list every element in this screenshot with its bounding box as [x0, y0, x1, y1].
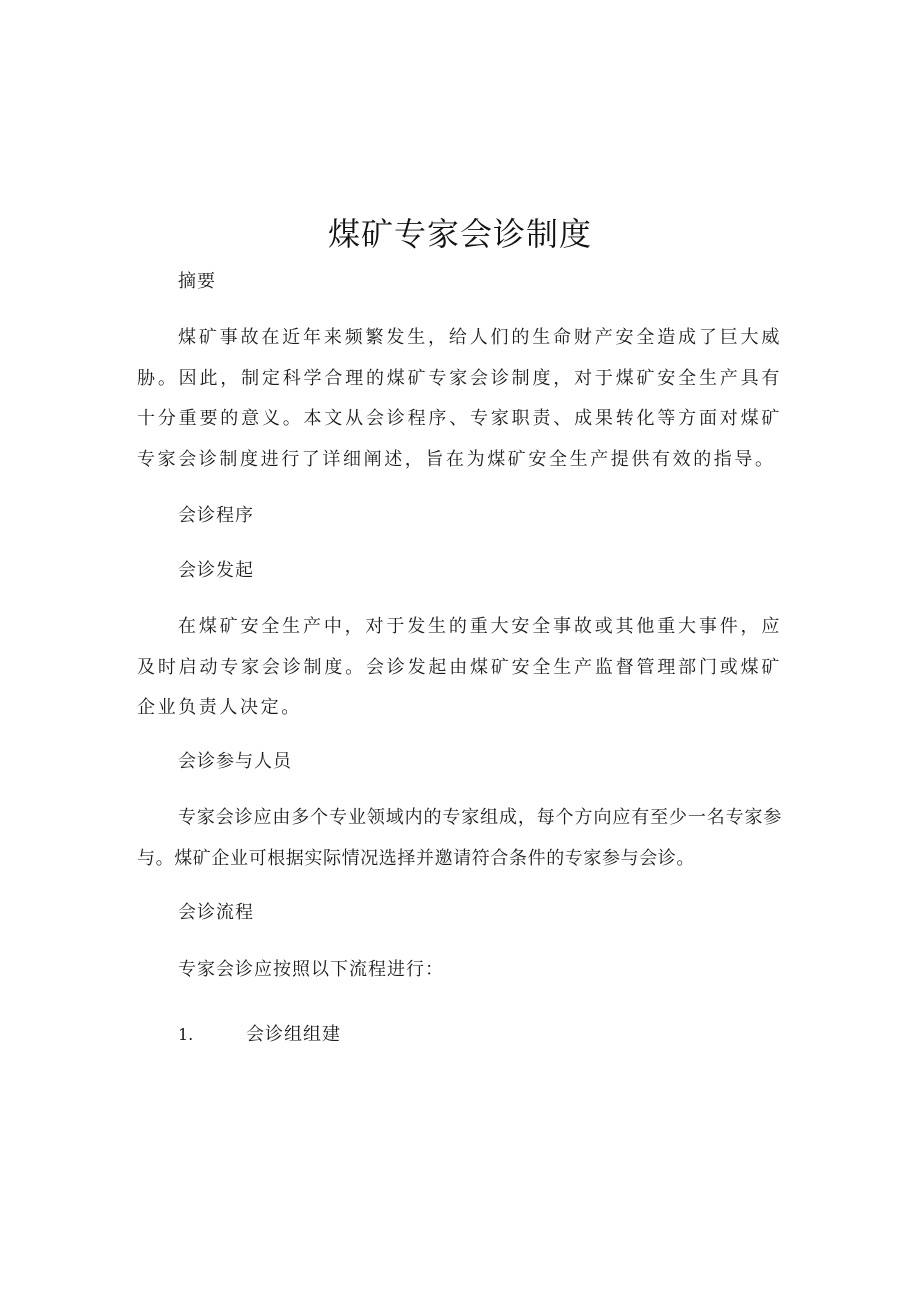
procedure-heading: 会诊程序 [178, 505, 254, 526]
flow-intro: 专家会诊应按照以下流程进行： [178, 959, 444, 980]
document-title: 煤矿专家会诊制度 [327, 215, 592, 253]
abstract-heading: 摘要 [178, 271, 216, 292]
list-item-number: 1. [178, 1025, 194, 1044]
list-item [178, 1021, 341, 1049]
list-item-text: 会诊组组建 [246, 1024, 341, 1045]
participants-paragraph: 专家会诊应由多个专业领域内的专家组成，每个方向应有至少一名专家参与。煤矿企业可根据实际情况选择并邀请符合条件的专家参与会诊。 [137, 807, 782, 869]
participants-heading: 会诊参与人员 [178, 751, 292, 772]
initiation-paragraph: 在煤矿安全生产中，对于发生的重大安全事故或其他重大事件，应及时启动专家会诊制度。会诊发起由煤矿安全生产监督管理部门或煤矿企业负责人决定。 [137, 616, 782, 718]
flow-heading: 会诊流程 [178, 902, 254, 923]
initiation-heading: 会诊发起 [178, 560, 254, 581]
abstract-paragraph: 煤矿事故在近年来频繁发生，给人们的生命财产安全造成了巨大威胁。因此，制定科学合理的煤矿专家会诊制度，对于煤矿安全生产具有十分重要的意义。本文从会诊程序、专家职责、成果转化等方面对煤矿专家会诊制度进行了详细阐述，旨在为煤矿安全生产提供有效的指导。 [137, 327, 782, 470]
